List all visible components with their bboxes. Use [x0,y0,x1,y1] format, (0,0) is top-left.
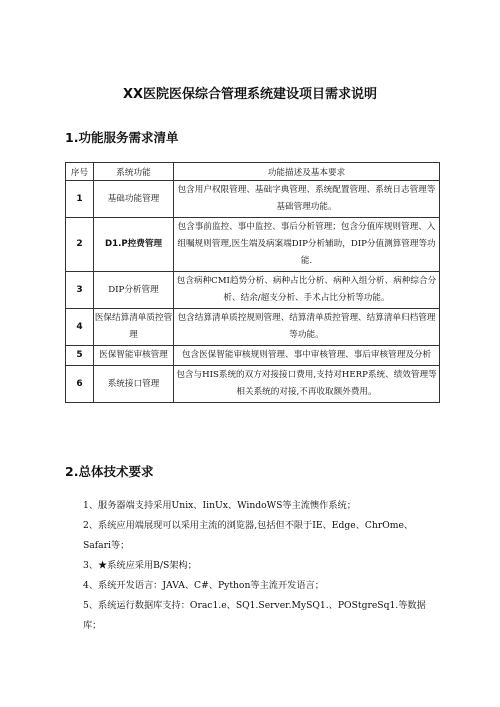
table-row [66,346,440,366]
row-number: 4 [66,309,94,346]
row-function-name: 基础功能管理 [94,181,174,218]
row-description: 包含与HIS系统的双方对接接口费用,支持对HERP系统、绩效管理等相关系统的对接,不再收取额外费用。 [174,366,440,403]
requirements-list [65,496,439,636]
row-number: 6 [66,366,94,403]
table-row [66,218,440,272]
column-header-function: 系统功能 [94,163,174,181]
row-function-name: 系统接口管理 [94,366,174,403]
row-number: 3 [66,272,94,309]
row-description: 包含用户权限管理、基础字典管理、系统配置管理、系统日志管理等基础管理功能。 [174,181,440,218]
table-row [66,272,440,309]
requirement-item: 2、系统应用端展现可以采用主流的浏览器,包括但不限于IE、Edge、ChrOme、Safari等； [83,520,414,551]
requirement-item: 1、服务器端支持采用Unix、IinUx、WindoWS等主流懊作系统； [83,500,356,511]
row-description: 包含医保智能审核规则管理、事中审核管理、事后审核管理及分析 [174,346,440,366]
row-number: 5 [66,346,94,366]
row-function-name: 医保结算清单质控管理 [94,309,174,346]
section-heading-function-list: 1.功能服务需求清单 [65,130,179,145]
requirements-table [65,162,440,403]
column-header-description: 功能描述及基本要求 [174,163,440,181]
row-number: 1 [66,181,94,218]
row-function-name: D1.P控费管理 [94,218,174,272]
requirement-item: 3、★系统应采用B/S架构； [83,560,197,571]
column-header-number: 序号 [66,163,94,181]
row-description: 包含结算清单质控规则管理、结算清单质控管理、结算清单归档管理等功能。 [174,309,440,346]
table-row [66,181,440,218]
section-heading-technical-requirements: 2.总体技术要求 [65,464,154,479]
requirement-item: 5、系统运行数据库支持：Orac1.e、SQ1.Server.MySQ1.、POStgreSq1.等数据库； [83,600,426,631]
row-function-name: DIP分析管理 [94,272,174,309]
table-header-row [66,163,440,181]
requirement-item: 4、系统开发语言：JAVA、C#、Python等主流开发语言； [83,580,324,591]
table-row [66,309,440,346]
row-number: 2 [66,218,94,272]
row-function-name: 医保智能审核管理 [94,346,174,366]
document-title: XX医院医保综合管理系统建设项目需求说明 [122,87,378,102]
row-description: 包含病种CMI趋势分析、病种占比分析、病种入组分析、病种综合分析、结余/超支分析、手术占比分析等功能。 [174,272,440,309]
table-row [66,366,440,403]
row-description: 包含事前监控、事中监控、事后分析管理；包含分值库规则管理、入组嘱规则管理,医生端及病案端DIP分析辅助，DIP分值测算管理等功能. [174,218,440,272]
